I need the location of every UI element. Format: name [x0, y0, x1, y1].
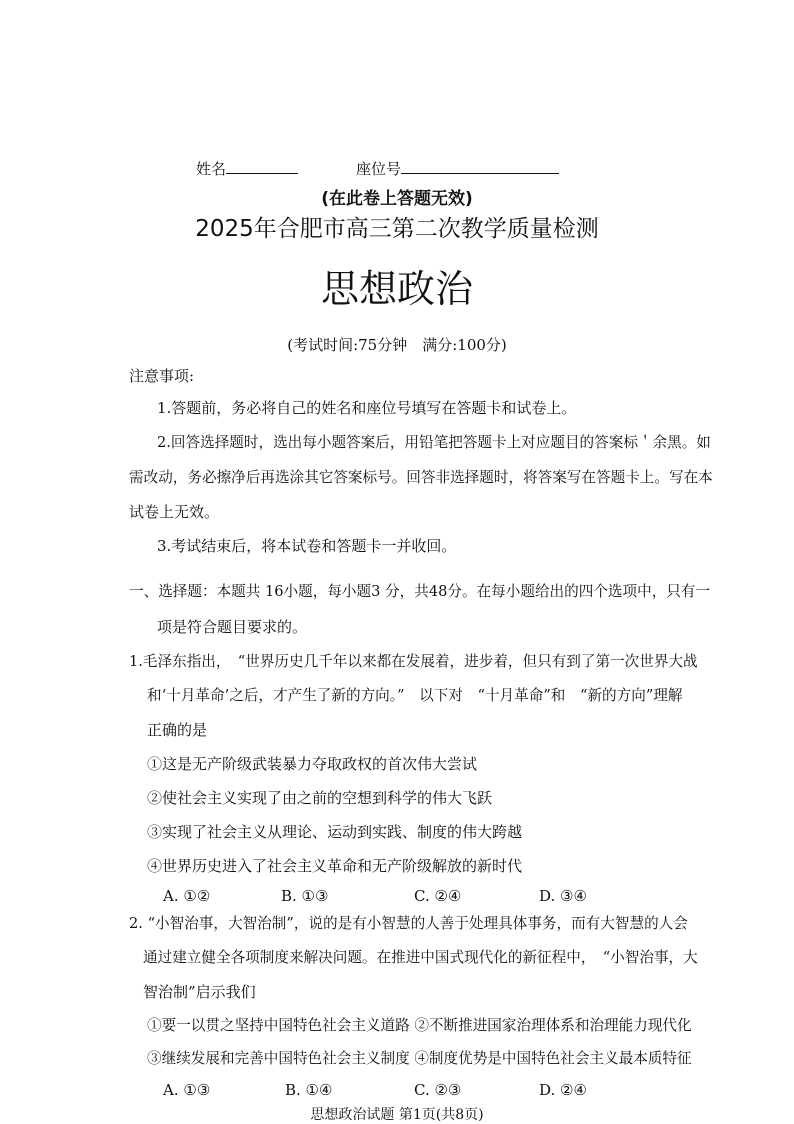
q2-statements-line2: ③继续发展和完善中国特色社会主义制度 ④制度优势是中国特色社会主义最本质特征: [147, 1050, 692, 1067]
q1-statement: ②使社会主义实现了由之前的空想到科学的伟大飞跃: [147, 789, 493, 807]
note-item-3: 3.考试结束后，将本试卷和答题卡一并收回。: [157, 537, 457, 555]
subject-title: 思想政治: [320, 267, 473, 311]
q1-line3: 正确的是: [147, 721, 208, 739]
section1-line1: 一、选择题：本题共 16小题，每小题3 分，共48分。在每小题给出的四个选项中，只有一: [129, 583, 711, 600]
q2-statements-line1: ①要一以贯之坚持中国特色社会主义道路 ②不断推进国家治理体系和治理能力现代化: [147, 1017, 692, 1034]
q1-option-b: B. ①③: [281, 887, 329, 905]
q2-line2: 通过建立健全各项制度来解决问题。在推进中国式现代化的新征程中， “小智治事，大: [143, 949, 698, 966]
q1-option-a: A. ①②: [163, 887, 211, 905]
seat-label: 座位号: [356, 160, 402, 178]
note-item-2-line3: 试卷上无效。: [129, 503, 220, 521]
q2-option-d: D. ②④: [539, 1081, 587, 1099]
q2-line1: 2. “小智治事，大智治制”，说的是有小智慧的人善于处理具体事务，而有大智慧的人会: [129, 915, 688, 932]
q1-option-c: C. ②④: [414, 887, 462, 905]
note-item-2-line2: 需改动，务必擦净后再选涂其它答案标号。回答非选择题时，将答案写在答题卡上。写在本: [129, 469, 713, 486]
seat-field: [356, 158, 559, 179]
invalid-note: (在此卷上答题无效): [321, 189, 473, 209]
q1-statement: ①这是无产阶级武装暴力夺取政权的首次伟大尝试: [147, 755, 478, 773]
name-field: [196, 158, 298, 179]
name-label: 姓名: [196, 160, 227, 178]
exam-title: 2025年合肥市高三第二次教学质量检测: [195, 216, 599, 242]
q2-option-b: B. ①④: [285, 1081, 333, 1099]
q1-line2: 和‘十月革命’之后，才产生了新的方向。” 以下对 “十月革命”和 “新的方向”理解: [147, 687, 683, 704]
q1-line1: 1.毛泽东指出， “世界历史几千年以来都在发展着，进步着，但只有到了第一次世界大战: [129, 653, 698, 670]
note-item-1: 1.答题前，务必将自己的姓名和座位号填写在答题卡和试卷上。: [157, 399, 577, 417]
name-blank: [226, 159, 298, 174]
time-info: (考试时间:75分钟 满分:100分): [287, 336, 507, 354]
q1-option-d: D. ③④: [539, 887, 587, 905]
seat-blank: [401, 159, 559, 174]
q2-option-a: A. ①③: [163, 1081, 211, 1099]
notes-heading: 注意事项:: [129, 367, 195, 385]
q2-line3: 智治制”启示我们: [143, 983, 256, 1001]
page-footer: 思想政治试题 第1页(共8页): [310, 1107, 484, 1123]
q2-option-c: C. ②③: [414, 1081, 462, 1099]
q1-statement: ④世界历史进入了社会主义革命和无产阶级解放的新时代: [147, 857, 523, 875]
note-item-2-line1: 2.回答选择题时，选出每小题答案后，用铅笔把答题卡上对应题目的答案标＇余黑。如: [157, 434, 711, 451]
section1-line2: 项是符合题目要求的。: [157, 618, 308, 636]
q1-statement: ③实现了社会主义从理论、运动到实践、制度的伟大跨越: [147, 823, 523, 841]
